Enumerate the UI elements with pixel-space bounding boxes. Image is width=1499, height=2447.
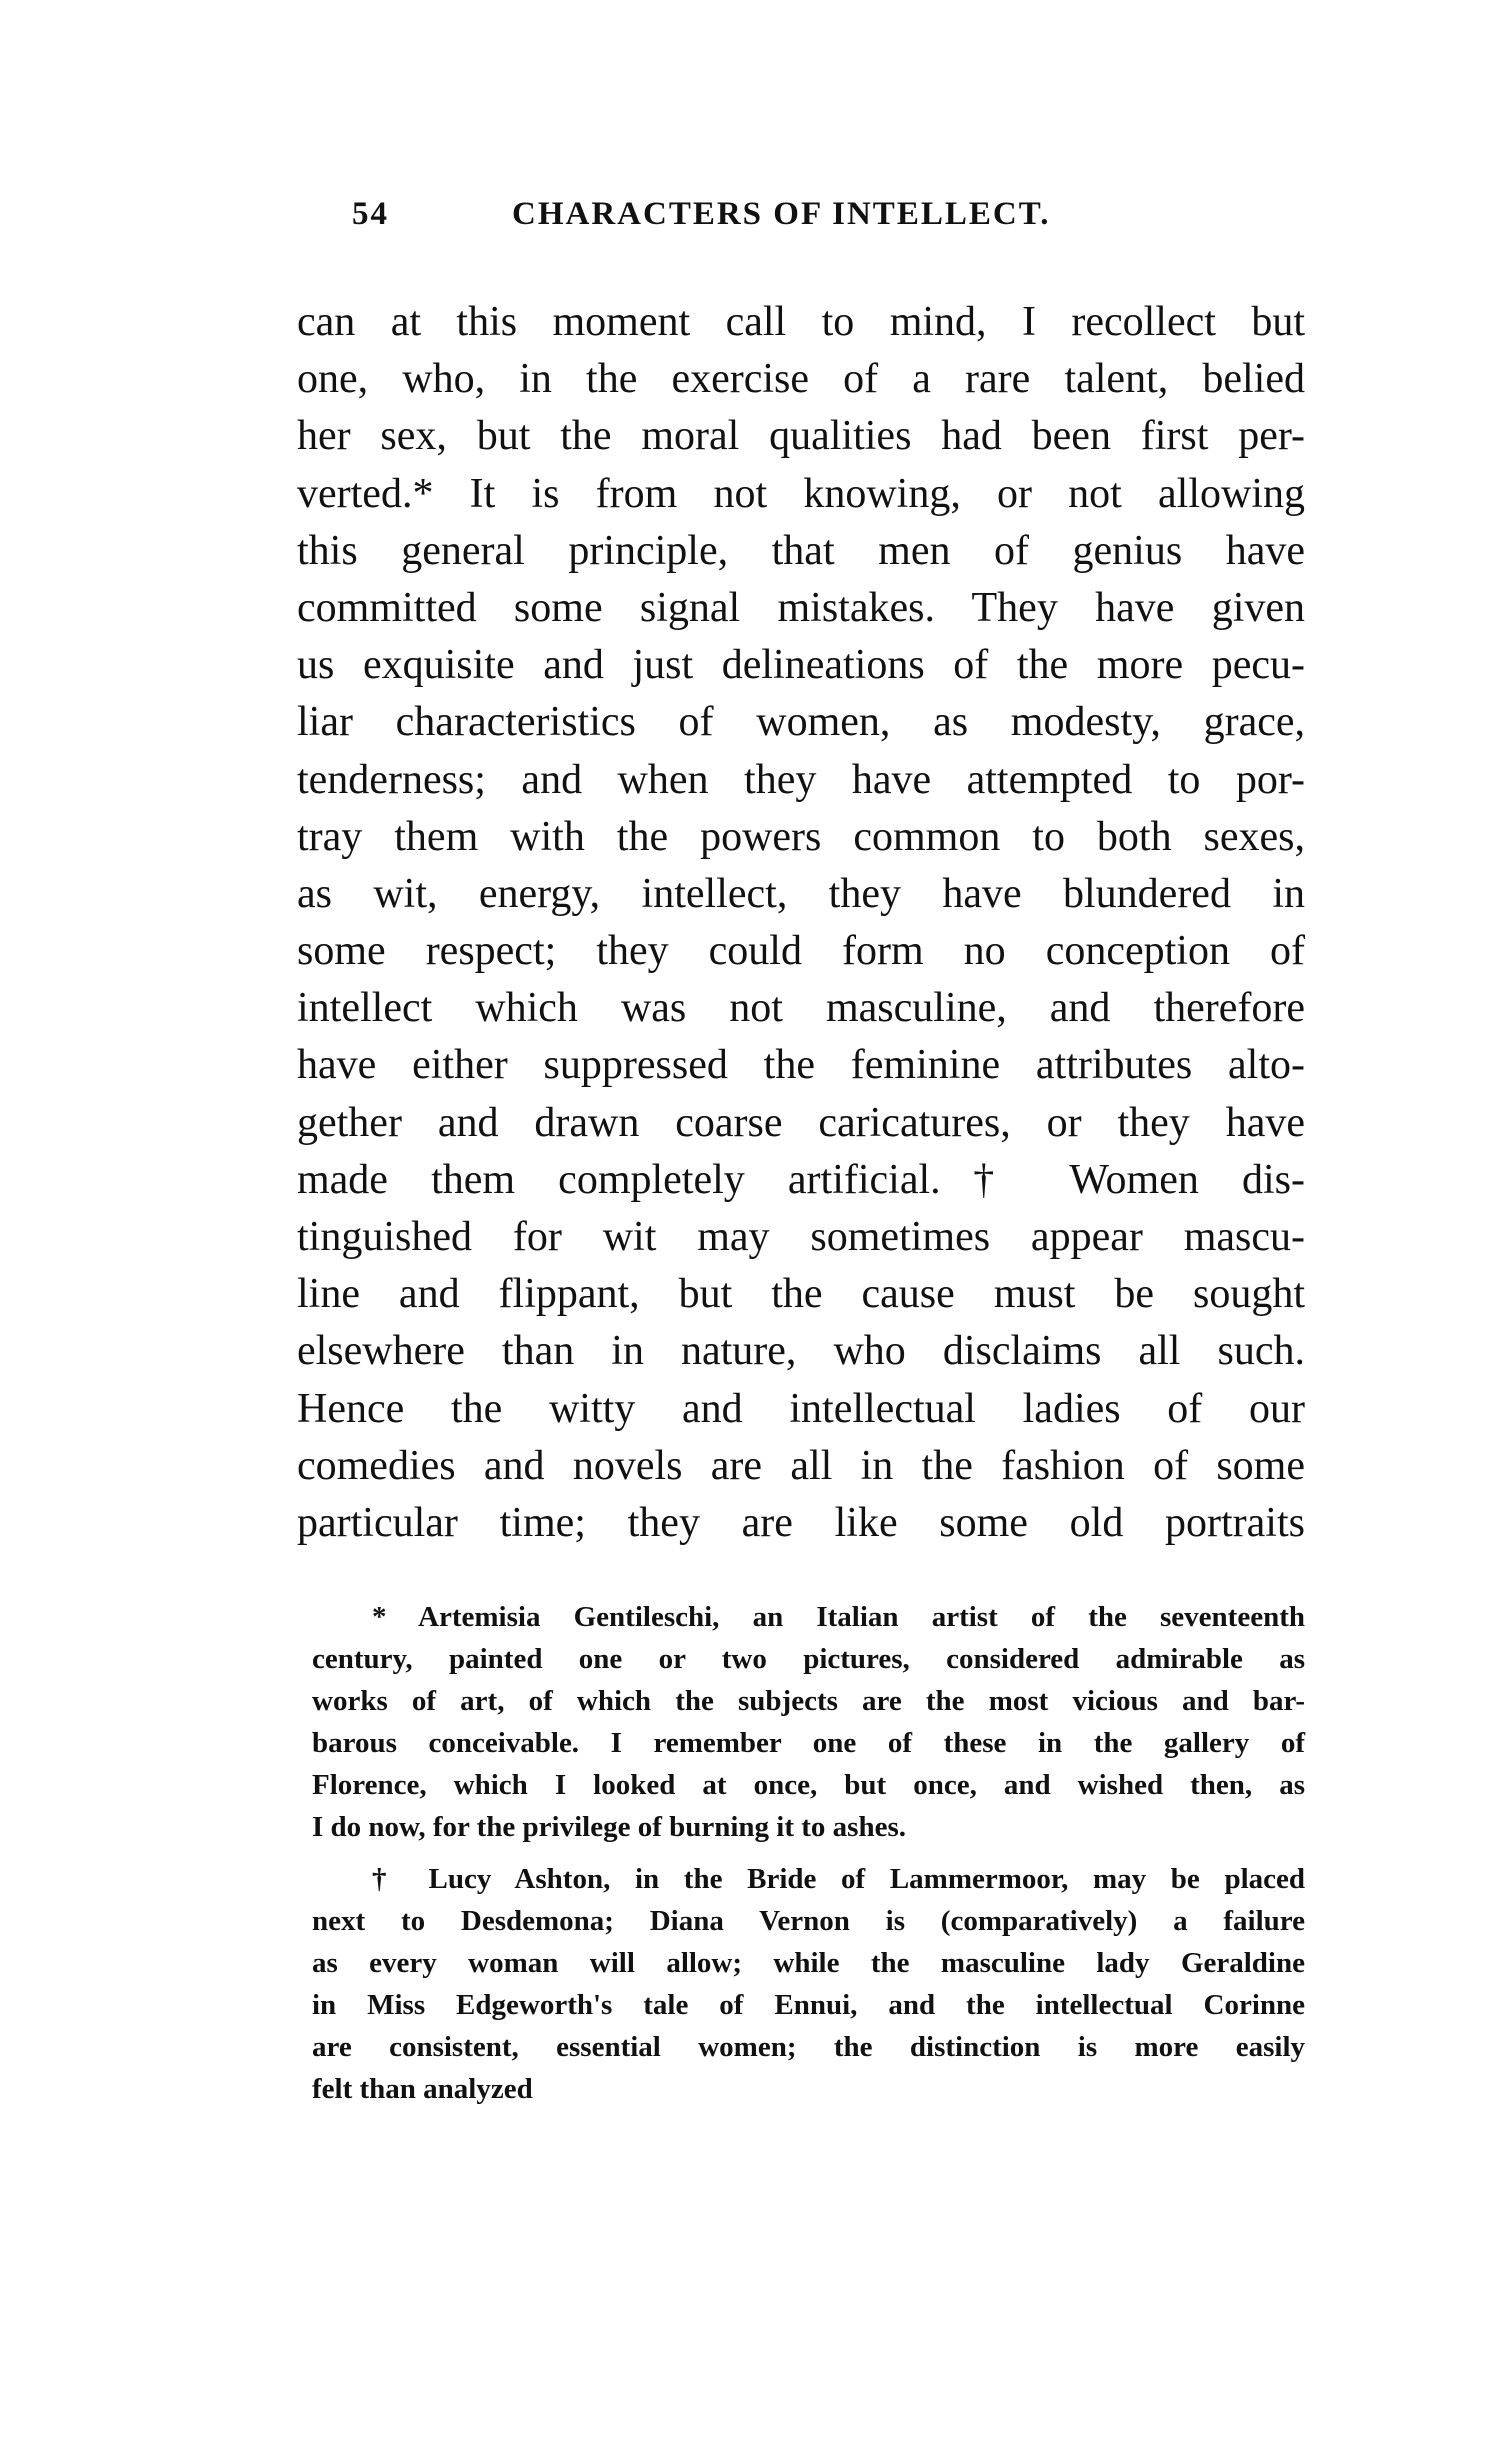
page-number: 54: [352, 196, 389, 232]
footnote: [312, 1596, 1305, 1848]
body-line: gether and drawn coarse caricatures, or they have: [297, 1099, 1305, 1146]
footnote-line: next to Desdemona; Diana Vernon is (comparatively) a failure: [312, 1905, 1305, 1937]
body-line: particular time; they are like some old portraits: [297, 1499, 1305, 1546]
body-line: line and flippant, but the cause must be sought: [297, 1271, 1305, 1318]
footnote-line: century, painted one or two pictures, considered admirable as: [312, 1643, 1305, 1675]
body-line: intellect which was not masculine, and therefore: [297, 985, 1305, 1032]
body-line: this general principle, that men of genius have: [297, 527, 1305, 574]
footnote-line: as every woman will allow; while the masculine lady Geraldine: [312, 1947, 1305, 1979]
footnote-line: felt than analyzed: [312, 2073, 533, 2105]
body-line: tinguished for wit may sometimes appear mascu-: [297, 1214, 1305, 1260]
footnote-line: barous conceivable. I remember one of these in the gallery of: [312, 1727, 1305, 1759]
body-line: made them completely artificial.† Women dis-: [297, 1156, 1305, 1203]
body-line: liar characteristics of women, as modesty, grace,: [297, 699, 1305, 746]
body-line: tenderness; and when they have attempted to por-: [297, 756, 1305, 803]
footnote-line: Florence, which I looked at once, but once, and wished then, as: [312, 1769, 1305, 1801]
body-line: us exquisite and just delineations of the more pecu-: [297, 642, 1305, 689]
body-line: as wit, energy, intellect, they have blundered in: [297, 870, 1305, 917]
body-line: some respect; they could form no conception of: [297, 928, 1305, 975]
body-line: committed some signal mistakes. They have given: [297, 584, 1305, 631]
page-header: [352, 196, 1112, 246]
footnote-line: I do now, for the privilege of burning it to ashes.: [312, 1811, 907, 1843]
body-line: her sex, but the moral qualities had been first per-: [297, 413, 1305, 460]
body-line: one, who, in the exercise of a rare talent, belied: [297, 356, 1305, 403]
footnote-line: in Miss Edgeworth's tale of Ennui, and the intellectual Corinne: [312, 1989, 1305, 2021]
body-text: [297, 294, 1305, 1552]
footnote-line: † Lucy Ashton, in the Bride of Lammermoor, may be placed: [372, 1863, 1305, 1895]
footnote-line: are consistent, essential women; the distinction is more easily: [312, 2031, 1305, 2063]
footnotes: [312, 1596, 1305, 2110]
footnote: [312, 1858, 1305, 2110]
body-line: comedies and novels are all in the fashion of some: [297, 1442, 1305, 1489]
running-title: CHARACTERS OF INTELLECT.: [512, 196, 1051, 232]
footnote-line: * Artemisia Gentileschi, an Italian artist of the seventeenth: [372, 1601, 1305, 1633]
body-line: elsewhere than in nature, who disclaims all such.: [297, 1328, 1305, 1375]
body-line: verted.* It is from not knowing, or not allowing: [297, 470, 1305, 517]
body-line: have either suppressed the feminine attributes alto-: [297, 1042, 1305, 1089]
body-line: can at this moment call to mind, I recollect but: [297, 299, 1305, 345]
body-line: Hence the witty and intellectual ladies of our: [297, 1385, 1305, 1432]
body-line: tray them with the powers common to both sexes,: [297, 813, 1305, 860]
footnote-gap: [312, 1848, 1305, 1858]
footnote-line: works of art, of which the subjects are the most vicious and bar-: [312, 1685, 1305, 1717]
